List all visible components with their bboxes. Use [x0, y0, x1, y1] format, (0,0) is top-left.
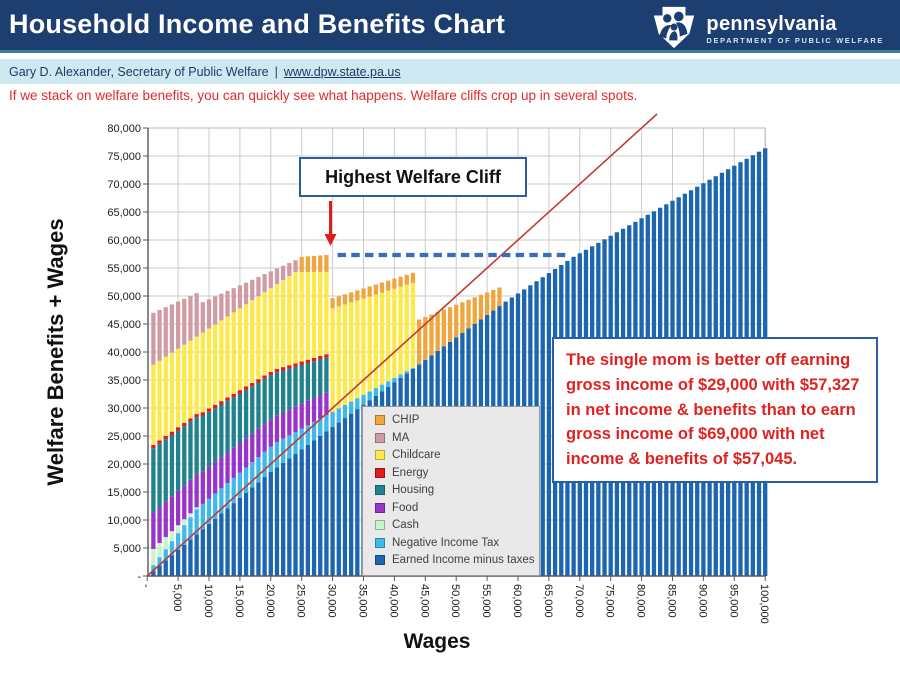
legend-label: Childcare: [392, 449, 441, 461]
svg-text:5,000: 5,000: [113, 543, 141, 555]
svg-text:30,000: 30,000: [107, 403, 141, 415]
cliff-arrow-icon: [325, 201, 337, 246]
svg-text:10,000: 10,000: [202, 584, 214, 618]
svg-text:45,000: 45,000: [107, 319, 141, 331]
svg-text:10,000: 10,000: [107, 515, 141, 527]
legend-swatch: [375, 433, 385, 443]
svg-text:95,000: 95,000: [727, 584, 740, 618]
legend-label: Food: [392, 501, 419, 514]
legend-swatch: [375, 538, 385, 548]
svg-text:70,000: 70,000: [107, 179, 141, 191]
svg-text:35,000: 35,000: [356, 584, 369, 618]
svg-text:75,000: 75,000: [603, 584, 616, 618]
x-axis-title: Wages: [403, 630, 471, 653]
legend-item: [375, 554, 539, 566]
svg-text:40,000: 40,000: [107, 347, 141, 359]
svg-text:80,000: 80,000: [634, 584, 647, 618]
legend-label: Earned Income minus taxes: [392, 554, 535, 566]
legend-item: [375, 502, 539, 514]
svg-text:45,000: 45,000: [418, 584, 431, 618]
svg-text:80,000: 80,000: [107, 123, 141, 135]
legend-item: [375, 519, 539, 531]
svg-text:5,000: 5,000: [171, 584, 184, 612]
legend-swatch: [375, 485, 385, 495]
svg-text:90,000: 90,000: [696, 584, 709, 618]
svg-text:70,000: 70,000: [572, 584, 585, 618]
svg-text:40,000: 40,000: [387, 584, 400, 618]
svg-text:35,000: 35,000: [107, 375, 141, 387]
svg-text:15,000: 15,000: [232, 584, 245, 618]
svg-text:85,000: 85,000: [665, 584, 678, 618]
legend-item: [375, 414, 539, 426]
legend-label: Cash: [392, 519, 419, 531]
legend-swatch: [375, 468, 385, 478]
legend-swatch: [375, 415, 385, 425]
welfare-cliff-callout: Highest Welfare Cliff: [299, 157, 527, 197]
svg-text:20,000: 20,000: [263, 584, 276, 618]
y-axis-title: Welfare Benefits + Wages: [43, 218, 68, 486]
svg-text:20,000: 20,000: [107, 459, 141, 471]
legend-swatch: [375, 450, 385, 460]
svg-text:25,000: 25,000: [107, 431, 141, 443]
legend-label: Negative Income Tax: [392, 536, 500, 549]
legend-item: [375, 537, 539, 549]
legend-label: Energy: [392, 466, 429, 479]
dpw-website-link[interactable]: www.dpw.state.pa.us: [283, 64, 401, 79]
chart-legend: [362, 406, 540, 576]
svg-text:65,000: 65,000: [541, 584, 554, 618]
legend-item: [375, 449, 539, 461]
separator: |: [274, 64, 278, 79]
svg-text:100,000: 100,000: [758, 584, 771, 624]
secretary-name: Gary D. Alexander, Secretary of Public Welfare: [9, 64, 269, 79]
legend-item: [375, 484, 539, 496]
svg-text:15,000: 15,000: [107, 487, 141, 499]
intro-text: If we stack on welfare benefits, you can quickly see what happens. Welfare cliffs crop up in several spots.: [9, 88, 638, 103]
svg-text:60,000: 60,000: [107, 235, 141, 247]
legend-swatch: [375, 503, 385, 513]
svg-text:50,000: 50,000: [449, 584, 462, 618]
svg-text:-: -: [140, 584, 153, 588]
logo-subtitle: DEPARTMENT OF PUBLIC WELFARE: [706, 36, 884, 45]
logo-name: pennsylvania: [706, 13, 837, 35]
legend-label: MA: [392, 431, 410, 444]
legend-item: [375, 467, 539, 479]
svg-text:-: -: [137, 571, 141, 583]
svg-text:50,000: 50,000: [107, 291, 141, 303]
legend-item: [375, 432, 539, 444]
svg-text:55,000: 55,000: [480, 584, 493, 618]
svg-text:55,000: 55,000: [107, 263, 141, 275]
legend-label: Housing: [392, 484, 435, 496]
svg-text:30,000: 30,000: [325, 584, 338, 618]
legend-swatch: [375, 520, 385, 530]
svg-text:65,000: 65,000: [107, 207, 141, 219]
svg-text:25,000: 25,000: [294, 584, 307, 618]
single-mom-note: The single mom is better off earning gross income of $29,000 with $57,327 in net income & benefits than to earn gross income of $69,000 with net income & benefits of $57,045.: [552, 337, 878, 483]
legend-swatch: [375, 555, 385, 565]
page-title: Household Income and Benefits Chart: [9, 9, 506, 39]
svg-text:60,000: 60,000: [511, 584, 523, 618]
legend-label: CHIP: [392, 414, 420, 426]
svg-text:75,000: 75,000: [107, 151, 141, 163]
